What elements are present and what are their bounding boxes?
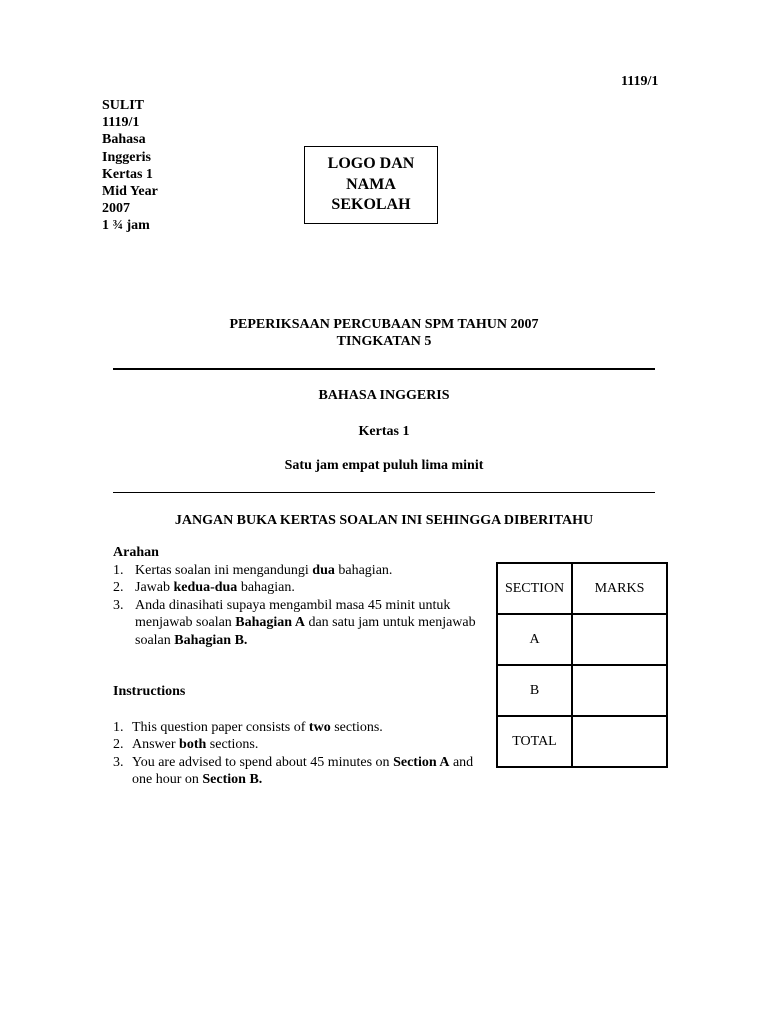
meta-line: 2007 — [102, 201, 130, 217]
list-item: 2. Jawab kedua-dua bahagian. — [113, 580, 295, 596]
exam-title: PEPERIKSAAN PERCUBAAN SPM TAHUN 2007 — [229, 317, 539, 332]
table-row — [497, 614, 667, 665]
meta-line: Mid Year — [102, 184, 158, 200]
school-logo-placeholder — [304, 146, 438, 224]
logo-line: NAMA — [346, 175, 396, 193]
table-row — [497, 716, 667, 767]
divider-bottom — [113, 492, 655, 493]
marks-table — [496, 562, 668, 768]
paper-number: Kertas 1 — [358, 424, 410, 439]
header-marks: MARKS — [572, 563, 667, 614]
list-item: 1. This question paper consists of two sections. — [113, 720, 383, 735]
item-number: 1. — [113, 720, 124, 735]
header-section: SECTION — [497, 563, 572, 614]
section-cell: A — [497, 614, 572, 665]
meta-line: Inggeris — [102, 149, 151, 165]
marks-cell — [572, 716, 667, 767]
divider-top — [113, 368, 655, 370]
list-item: 2. Answer both sections. — [113, 737, 259, 753]
meta-line: 1 ¾ jam — [102, 218, 150, 234]
section-cell: TOTAL — [497, 716, 572, 767]
instructions-list — [113, 719, 483, 789]
item-number: 3. — [113, 597, 124, 613]
section-cell: B — [497, 665, 572, 716]
meta-line: Kertas 1 — [102, 166, 153, 182]
table-row — [497, 665, 667, 716]
warning-notice: JANGAN BUKA KERTAS SOALAN INI SEHINGGA DIBERITAHU — [174, 513, 594, 528]
marks-cell — [572, 614, 667, 665]
table-header-row — [497, 563, 667, 614]
duration-text: Satu jam empat puluh lima minit — [284, 458, 484, 473]
arahan-list — [113, 562, 483, 649]
meta-line: 1119/1 — [102, 115, 140, 131]
exam-form: TINGKATAN 5 — [336, 334, 432, 349]
item-number: 1. — [113, 563, 124, 578]
list-item: 3. You are advised to spend about 45 minutes on Section A and one hour on Section B. — [113, 754, 474, 788]
subject-name: BAHASA INGGERIS — [318, 388, 450, 403]
meta-line: SULIT — [102, 98, 145, 113]
arahan-heading: Arahan — [113, 545, 159, 560]
item-number: 2. — [113, 580, 124, 596]
paper-code: 1119/1 — [621, 74, 659, 89]
list-item: 1. Kertas soalan ini mengandungi dua bahagian. — [113, 563, 393, 578]
logo-line: LOGO DAN — [327, 155, 415, 173]
list-item: 3. Anda dinasihati supaya mengambil masa 45 minit untuk menjawab soalan Bahagian A dan satu jam untuk menjawab soalan Bahagian B. — [113, 597, 476, 648]
item-number: 3. — [113, 754, 124, 770]
meta-line: Bahasa — [102, 132, 146, 148]
item-number: 2. — [113, 737, 124, 753]
paper-meta-block — [102, 97, 158, 235]
logo-line: SEKOLAH — [331, 196, 411, 214]
marks-cell — [572, 665, 667, 716]
instructions-heading: Instructions — [113, 684, 186, 699]
